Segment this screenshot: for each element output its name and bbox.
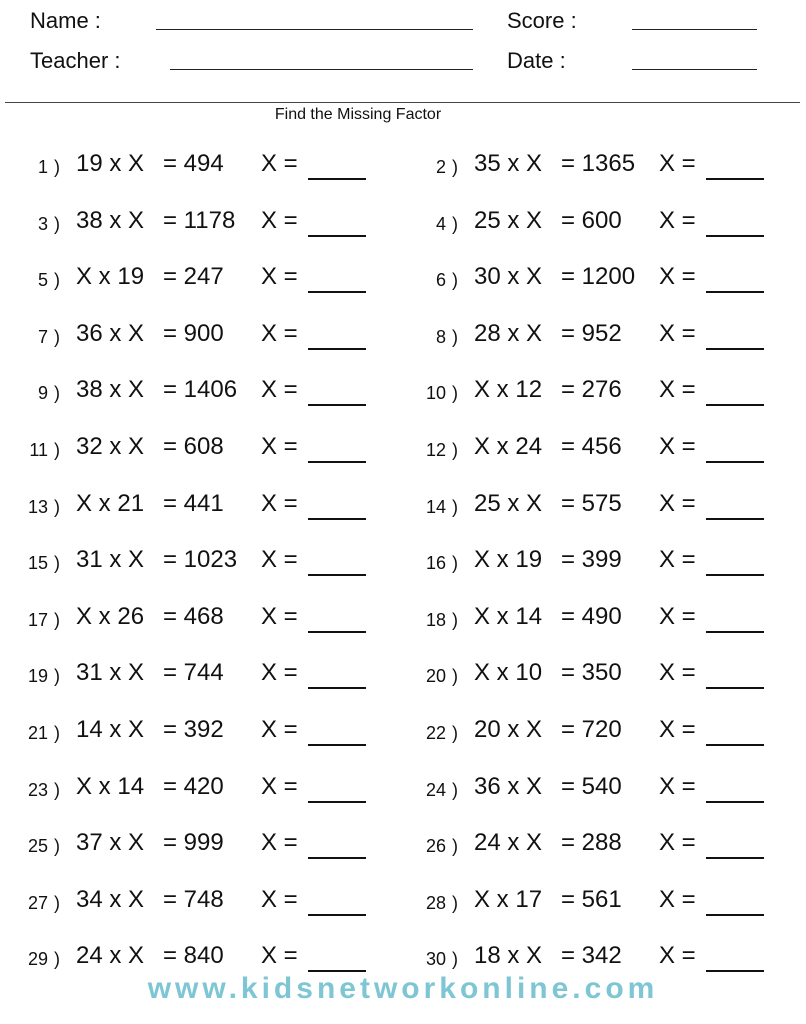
problem-paren: ) (452, 496, 458, 517)
name-field-line[interactable] (156, 29, 473, 30)
problem-9 (0, 376, 380, 410)
problem-result: = 608 (163, 433, 224, 460)
problem-number: 19 (27, 666, 48, 687)
answer-label: X = (261, 772, 298, 800)
problem-expression: 24 x X (474, 829, 543, 857)
problem-paren: ) (54, 949, 60, 970)
problem-4 (398, 207, 778, 241)
problem-number: 12 (425, 440, 446, 460)
answer-label: X = (261, 885, 298, 913)
answer-label: X = (659, 150, 696, 177)
problem-paren: ) (54, 836, 60, 857)
answer-blank[interactable] (706, 631, 764, 633)
problem-expression: 28 x X (474, 319, 543, 347)
problem-expression: 38 x X (76, 206, 145, 234)
problem-result: = 744 (163, 659, 224, 687)
answer-label: X = (659, 263, 696, 291)
answer-label: X = (659, 602, 696, 630)
problem-24 (398, 773, 778, 807)
answer-label: X = (261, 319, 298, 347)
problem-25 (0, 829, 380, 863)
problem-21 (0, 716, 380, 750)
problem-number: 16 (425, 553, 446, 574)
problem-result: = 420 (163, 772, 224, 800)
date-label: Date : (507, 48, 566, 73)
problem-number: 9 (37, 383, 48, 404)
problem-number: 8 (435, 326, 446, 347)
problem-expression: X x 10 (474, 659, 543, 687)
worksheet-title: Find the Missing Factor (274, 106, 442, 123)
problem-22 (398, 716, 778, 750)
problem-paren: ) (452, 779, 458, 800)
answer-blank[interactable] (308, 404, 366, 406)
problem-paren: ) (452, 326, 458, 347)
answer-blank[interactable] (706, 291, 764, 293)
answer-blank[interactable] (706, 348, 764, 350)
answer-blank[interactable] (706, 235, 764, 237)
problem-result: = 1365 (561, 150, 636, 177)
problem-number: 22 (425, 723, 446, 743)
answer-label: X = (659, 546, 696, 574)
answer-label: X = (659, 772, 696, 800)
answer-blank[interactable] (706, 461, 764, 463)
problem-paren: ) (54, 609, 60, 630)
problem-6 (398, 263, 778, 297)
teacher-field-line[interactable] (170, 69, 473, 70)
problem-paren: ) (452, 383, 458, 404)
problem-result: = 342 (561, 942, 622, 970)
score-field-line[interactable] (632, 29, 757, 30)
problem-expression: 20 x X (474, 716, 543, 743)
problem-result: = 999 (163, 829, 224, 857)
answer-label: X = (261, 602, 298, 630)
problem-expression: X x 12 (474, 376, 543, 404)
date-field-line[interactable] (632, 69, 757, 70)
problem-paren: ) (54, 892, 60, 913)
problem-5 (0, 263, 380, 297)
problem-paren: ) (54, 779, 60, 800)
problem-result: = 456 (561, 433, 622, 460)
answer-blank[interactable] (706, 914, 764, 916)
problem-result: = 392 (163, 716, 224, 743)
answer-blank[interactable] (308, 291, 366, 293)
header-divider (5, 102, 800, 103)
problem-20 (398, 659, 778, 693)
problem-paren: ) (452, 609, 458, 630)
problem-number: 21 (27, 723, 48, 743)
problem-number: 11 (29, 440, 48, 460)
problem-paren: ) (54, 326, 60, 347)
problem-number: 26 (425, 836, 446, 857)
problem-result: = 1406 (163, 376, 238, 404)
answer-blank[interactable] (308, 801, 366, 803)
answer-blank[interactable] (308, 744, 366, 746)
problem-number: 25 (27, 836, 48, 857)
teacher-label: Teacher : (30, 48, 121, 73)
problem-paren: ) (54, 157, 60, 177)
problem-expression: 31 x X (76, 546, 145, 574)
answer-label: X = (659, 489, 696, 517)
problem-expression: 37 x X (76, 829, 145, 857)
problem-expression: X x 14 (76, 772, 145, 800)
problem-number: 14 (425, 496, 446, 517)
problem-result: = 600 (561, 206, 622, 234)
answer-label: X = (261, 263, 298, 291)
answer-label: X = (659, 376, 696, 404)
answer-label: X = (261, 829, 298, 857)
problem-27 (0, 886, 380, 920)
problem-expression: X x 26 (76, 602, 145, 630)
problem-result: = 1200 (561, 263, 636, 291)
answer-blank[interactable] (706, 857, 764, 859)
problem-paren: ) (452, 949, 458, 970)
problem-paren: ) (54, 440, 60, 460)
name-label: Name : (30, 8, 101, 33)
answer-label: X = (261, 659, 298, 687)
answer-blank[interactable] (308, 914, 366, 916)
problem-expression: X x 17 (474, 885, 543, 913)
answer-label: X = (261, 150, 298, 177)
problem-11 (0, 433, 380, 467)
problem-13 (0, 490, 380, 524)
problem-7 (0, 320, 380, 354)
problem-expression: 34 x X (76, 885, 145, 913)
problem-result: = 748 (163, 885, 224, 913)
problem-result: = 441 (163, 489, 224, 517)
answer-label: X = (659, 319, 696, 347)
problem-paren: ) (452, 723, 458, 743)
problem-15 (0, 546, 380, 580)
problem-number: 17 (27, 609, 48, 630)
problem-expression: 18 x X (474, 942, 543, 970)
problem-paren: ) (54, 383, 60, 404)
answer-blank[interactable] (308, 235, 366, 237)
problem-8 (398, 320, 778, 354)
problem-result: = 490 (561, 602, 622, 630)
problem-expression: 25 x X (474, 489, 543, 517)
problem-result: = 276 (561, 376, 622, 404)
problem-result: = 720 (561, 716, 622, 743)
problem-result: = 1023 (163, 546, 238, 574)
problem-number: 30 (425, 949, 446, 970)
problem-14 (398, 490, 778, 524)
problem-16 (398, 546, 778, 580)
answer-blank[interactable] (706, 404, 764, 406)
problem-expression: 31 x X (76, 659, 145, 687)
problem-paren: ) (452, 213, 458, 234)
answer-label: X = (659, 942, 696, 970)
problem-expression: 35 x X (474, 150, 543, 177)
problem-expression: 32 x X (76, 433, 145, 460)
problem-paren: ) (452, 836, 458, 857)
answer-label: X = (261, 376, 298, 404)
problem-expression: 36 x X (76, 319, 145, 347)
problem-number: 27 (27, 892, 48, 913)
problem-number: 18 (425, 609, 446, 630)
problem-number: 5 (37, 270, 48, 291)
problem-expression: 19 x X (76, 150, 145, 177)
problem-expression: X x 24 (474, 433, 543, 460)
answer-label: X = (659, 206, 696, 234)
problem-result: = 247 (163, 263, 224, 291)
problem-paren: ) (54, 723, 60, 743)
problem-26 (398, 829, 778, 863)
answer-label: X = (261, 546, 298, 574)
problem-paren: ) (452, 892, 458, 913)
answer-blank[interactable] (308, 631, 366, 633)
problem-expression: 14 x X (76, 716, 145, 743)
problem-result: = 840 (163, 942, 224, 970)
problem-paren: ) (54, 213, 60, 234)
answer-label: X = (659, 885, 696, 913)
problem-12 (398, 433, 778, 467)
answer-blank[interactable] (308, 857, 366, 859)
answer-label: X = (659, 659, 696, 687)
answer-label: X = (659, 433, 696, 460)
answer-label: X = (261, 942, 298, 970)
answer-label: X = (261, 433, 298, 460)
problem-17 (0, 603, 380, 637)
answer-blank[interactable] (308, 461, 366, 463)
problem-number: 7 (37, 326, 48, 347)
problem-number: 4 (435, 213, 446, 234)
problem-number: 13 (27, 496, 48, 517)
answer-blank[interactable] (308, 687, 366, 689)
problem-number: 1 (37, 157, 48, 177)
problem-paren: ) (452, 440, 458, 460)
problem-expression: X x 19 (76, 263, 145, 291)
answer-blank[interactable] (706, 518, 764, 520)
problem-result: = 288 (561, 829, 622, 857)
problem-paren: ) (54, 270, 60, 291)
problem-expression: X x 21 (76, 489, 145, 517)
problem-result: = 468 (163, 602, 224, 630)
problem-1 (0, 150, 380, 184)
answer-blank[interactable] (308, 574, 366, 576)
problem-number: 15 (27, 553, 48, 574)
answer-label: X = (659, 716, 696, 743)
problem-expression: 25 x X (474, 206, 543, 234)
problem-28 (398, 886, 778, 920)
problem-number: 2 (435, 157, 446, 177)
problem-result: = 561 (561, 885, 622, 913)
problem-paren: ) (54, 496, 60, 517)
problem-expression: X x 14 (474, 602, 543, 630)
problem-19 (0, 659, 380, 693)
answer-blank[interactable] (308, 178, 366, 180)
problem-number: 3 (37, 213, 48, 234)
answer-blank[interactable] (706, 744, 764, 746)
answer-label: X = (261, 716, 298, 743)
problem-number: 28 (425, 892, 446, 913)
problem-paren: ) (54, 666, 60, 687)
problem-expression: X x 19 (474, 546, 543, 574)
problem-expression: 36 x X (474, 772, 543, 800)
problem-expression: 38 x X (76, 376, 145, 404)
problem-18 (398, 603, 778, 637)
problem-result: = 350 (561, 659, 622, 687)
problem-paren: ) (452, 157, 458, 177)
problem-result: = 575 (561, 489, 622, 517)
problem-number: 20 (425, 666, 446, 687)
answer-blank[interactable] (706, 687, 764, 689)
problem-10 (398, 376, 778, 410)
problem-number: 24 (425, 779, 446, 800)
footer-website: www.kidsnetworkonline.com (147, 972, 659, 1005)
problem-paren: ) (54, 553, 60, 574)
score-label: Score : (507, 8, 577, 33)
problem-result: = 399 (561, 546, 622, 574)
problem-number: 23 (27, 779, 48, 800)
problem-result: = 494 (163, 150, 224, 177)
problem-number: 29 (27, 949, 48, 970)
problem-paren: ) (452, 553, 458, 574)
answer-blank[interactable] (308, 518, 366, 520)
problem-result: = 900 (163, 319, 224, 347)
problem-result: = 540 (561, 772, 622, 800)
problem-number: 10 (425, 383, 446, 404)
answer-label: X = (261, 206, 298, 234)
answer-label: X = (659, 829, 696, 857)
answer-blank[interactable] (308, 348, 366, 350)
problem-2 (398, 150, 778, 184)
answer-blank[interactable] (706, 574, 764, 576)
problem-paren: ) (452, 270, 458, 291)
problem-expression: 30 x X (474, 263, 543, 291)
problem-result: = 1178 (163, 206, 236, 234)
problem-paren: ) (452, 666, 458, 687)
problem-expression: 24 x X (76, 942, 145, 970)
problem-3 (0, 207, 380, 241)
problem-number: 6 (435, 270, 446, 291)
answer-label: X = (261, 489, 298, 517)
answer-blank[interactable] (706, 178, 764, 180)
problem-result: = 952 (561, 319, 622, 347)
problem-23 (0, 773, 380, 807)
answer-blank[interactable] (706, 801, 764, 803)
